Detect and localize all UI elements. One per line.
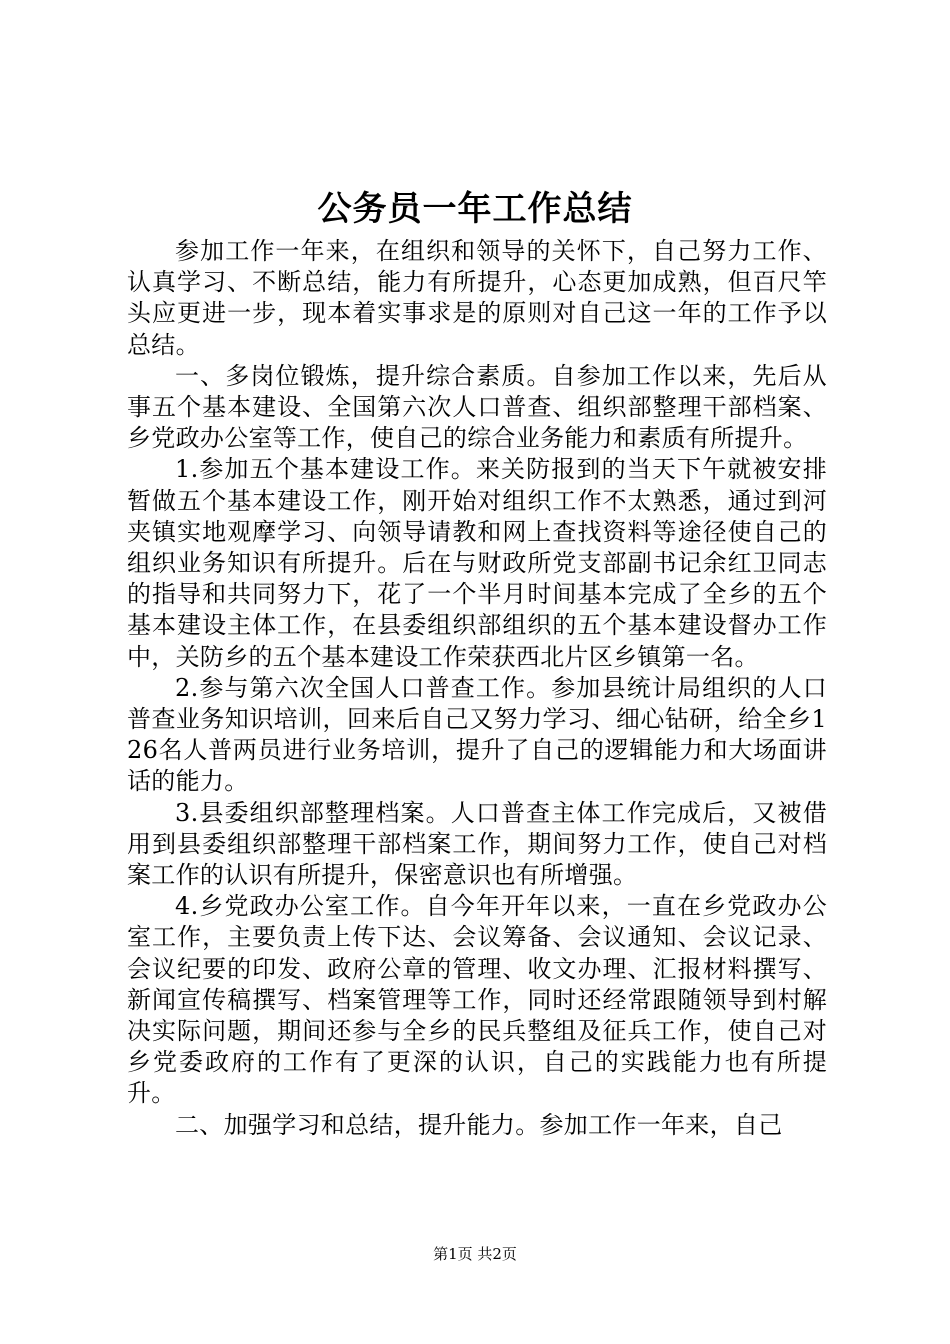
paragraph-section-1: 一、多岗位锻炼，提升综合素质。自参加工作以来，先后从事五个基本建设、全国第六次人口普查、组织部整理干部档案、乡党政办公室等工作，使自己的综合业务能力和素质有所提升。 (127, 361, 827, 453)
paragraph-item-4: 4.乡党政办公室工作。自今年开年以来，一直在乡党政办公室工作，主要负责上传下达、会议筹备、会议通知、会议记录、会议纪要的印发、政府公章的管理、收文办理、汇报材料撰写、新闻宣传稿撰写、档案管理等工作，同时还经常跟随领导到村解决实际问题，期间还参与全乡的民兵整组及征兵工作，使自己对乡党委政府的工作有了更深的认识，自己的实践能力也有所提升。 (127, 892, 827, 1108)
paragraph-item-2: 2.参与第六次全国人口普查工作。参加县统计局组织的人口普查业务知识培训，回来后自己又努力学习、细心钻研，给全乡126名人普两员进行业务培训，提升了自己的逻辑能力和大场面讲话的能力。 (127, 673, 827, 796)
paragraph-section-2: 二、加强学习和总结，提升能力。参加工作一年来，自己 (175, 1110, 783, 1139)
document-body (127, 236, 827, 1141)
document-title: 公务员一年工作总结 (317, 189, 633, 229)
paragraph-item-1: 1.参加五个基本建设工作。来关防报到的当天下午就被安排暂做五个基本建设工作，刚开始对组织工作不太熟悉，通过到河夹镇实地观摩学习、向领导请教和网上查找资料等途径使自己的组织业务知识有所提升。后在与财政所党支部副书记余红卫同志的指导和共同努力下，花了一个半月时间基本完成了全乡的五个基本建设主体工作，在县委组织部组织的五个基本建设督办工作中，关防乡的五个基本建设工作荣获西北片区乡镇第一名。 (127, 455, 827, 671)
paragraph-intro: 参加工作一年来，在组织和领导的关怀下，自己努力工作、认真学习、不断总结，能力有所提升，心态更加成熟，但百尺竿头应更进一步，现本着实事求是的原则对自己这一年的工作予以总结。 (127, 237, 827, 359)
page-footer: 第1页 共2页 (433, 1245, 517, 1263)
paragraph-item-3: 3.县委组织部整理档案。人口普查主体工作完成后，又被借用到县委组织部整理干部档案工作，期间努力工作，使自己对档案工作的认识有所提升，保密意识也有所增强。 (127, 798, 827, 890)
